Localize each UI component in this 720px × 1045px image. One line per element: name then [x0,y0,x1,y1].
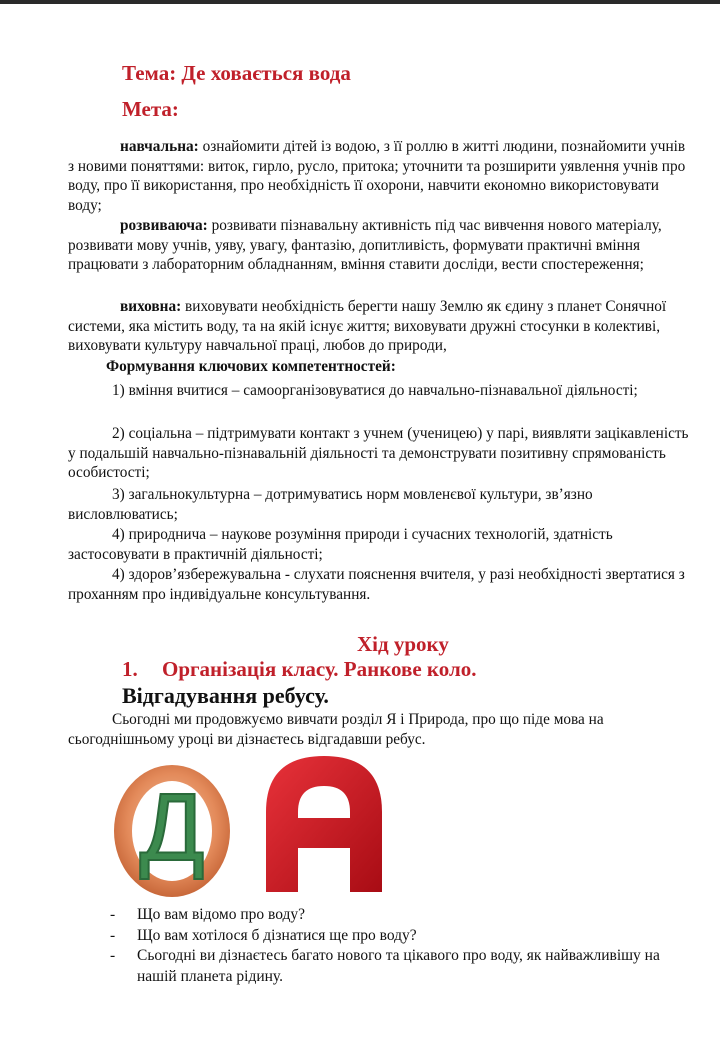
top-status-bar [0,0,720,4]
goal-text: ознайомити дітей із водою, з її роллю в житті людини, познайомити учнів з новими поняттями: виток, гирло, русло, притока; уточнити та розширити уявлення учнів про воду, про її використання, про необхідність її охорони, навчити економно використовувати воду; [68,138,686,214]
bullet-dash: - [110,926,116,944]
competences-heading: Формування ключових компетентностей: [106,358,396,375]
competence-item: 3) загальнокультурна – дотримуватись норм мовленєвої культури, зв’язно висловлюватись; [68,486,593,523]
rebus-intro: Сьогодні ми продовжуємо вивчати розділ Я і Природа, про що піде мова на сьогоднішньому уроці ви дізнаєтесь відгадавши ребус. [68,711,604,748]
rebus-heading: Відгадування ребусу. [122,683,329,708]
goal-heading: Мета: [122,97,179,121]
lesson-topic-title: Тема: Де ховається вода [122,61,351,85]
goal-educational [68,137,692,215]
question-text: Що вам хотілося б дізнатися ще про воду? [137,926,417,944]
rebus-image-letter-a [258,752,390,894]
rebus-image-d-in-o [110,762,240,902]
competence-item: 1) вміння вчитися – самоорганізовуватися до навчально-пізнавальної діяльності; [112,382,638,399]
list-item [110,905,670,926]
question-text: Сьогодні ви дізнаєтесь багато нового та цікавого про воду, як найважливішу на нашій планета рідину. [137,947,660,985]
competence-item: 4) природнича – наукове розуміння природи і сучасних технологій, здатність застосовувати в практичній діяльності; [68,526,613,563]
bullet-dash: - [110,906,116,923]
goal-text: виховувати необхідність берегти нашу Землю як єдину з планет Сонячної системи, яка містить воду, та на якій існує життя; виховувати дружні стосунки в колективі, виховувати культуру навчальної праці, любов до природи, [68,298,667,355]
goal-label: навчальна: [120,138,199,155]
question-text: Що вам відомо про воду? [137,906,306,923]
goal-upbringing [68,297,692,356]
list-item [110,946,670,987]
letter-a [266,756,382,892]
section-number: 1. [122,657,138,681]
list-item [110,926,670,947]
lesson-progress-heading: Хід уроку [357,632,449,656]
questions-list [110,905,670,987]
goal-developmental [68,216,692,275]
goal-text: розвивати пізнавальну активність під час вивчення нового матеріалу, розвивати мову учнів, уяву, увагу, фантазію, допитливість, формувати практичні вміння працювати з лабораторним обладнанням, вміння ставити досліди, вести спостереження; [68,217,662,274]
goal-label: виховна: [120,298,182,315]
letter-d: Д [139,774,205,881]
section-title: Організація класу. Ранкове коло. [162,657,477,681]
competence-item: 2) соціальна – підтримувати контакт з учнем (ученицею) у парі, виявляти зацікавленість у подальшій навчально-пізнавальній діяльності та демонструвати позитивну спрямованість особистості; [68,425,689,482]
competence-item: 4) здоров’язбережувальна - слухати пояснення вчителя, у разі необхідності звертатися з проханням про індивідуальне консультування. [68,566,685,603]
goal-label: розвиваюча: [120,217,208,234]
bullet-dash: - [110,947,116,964]
